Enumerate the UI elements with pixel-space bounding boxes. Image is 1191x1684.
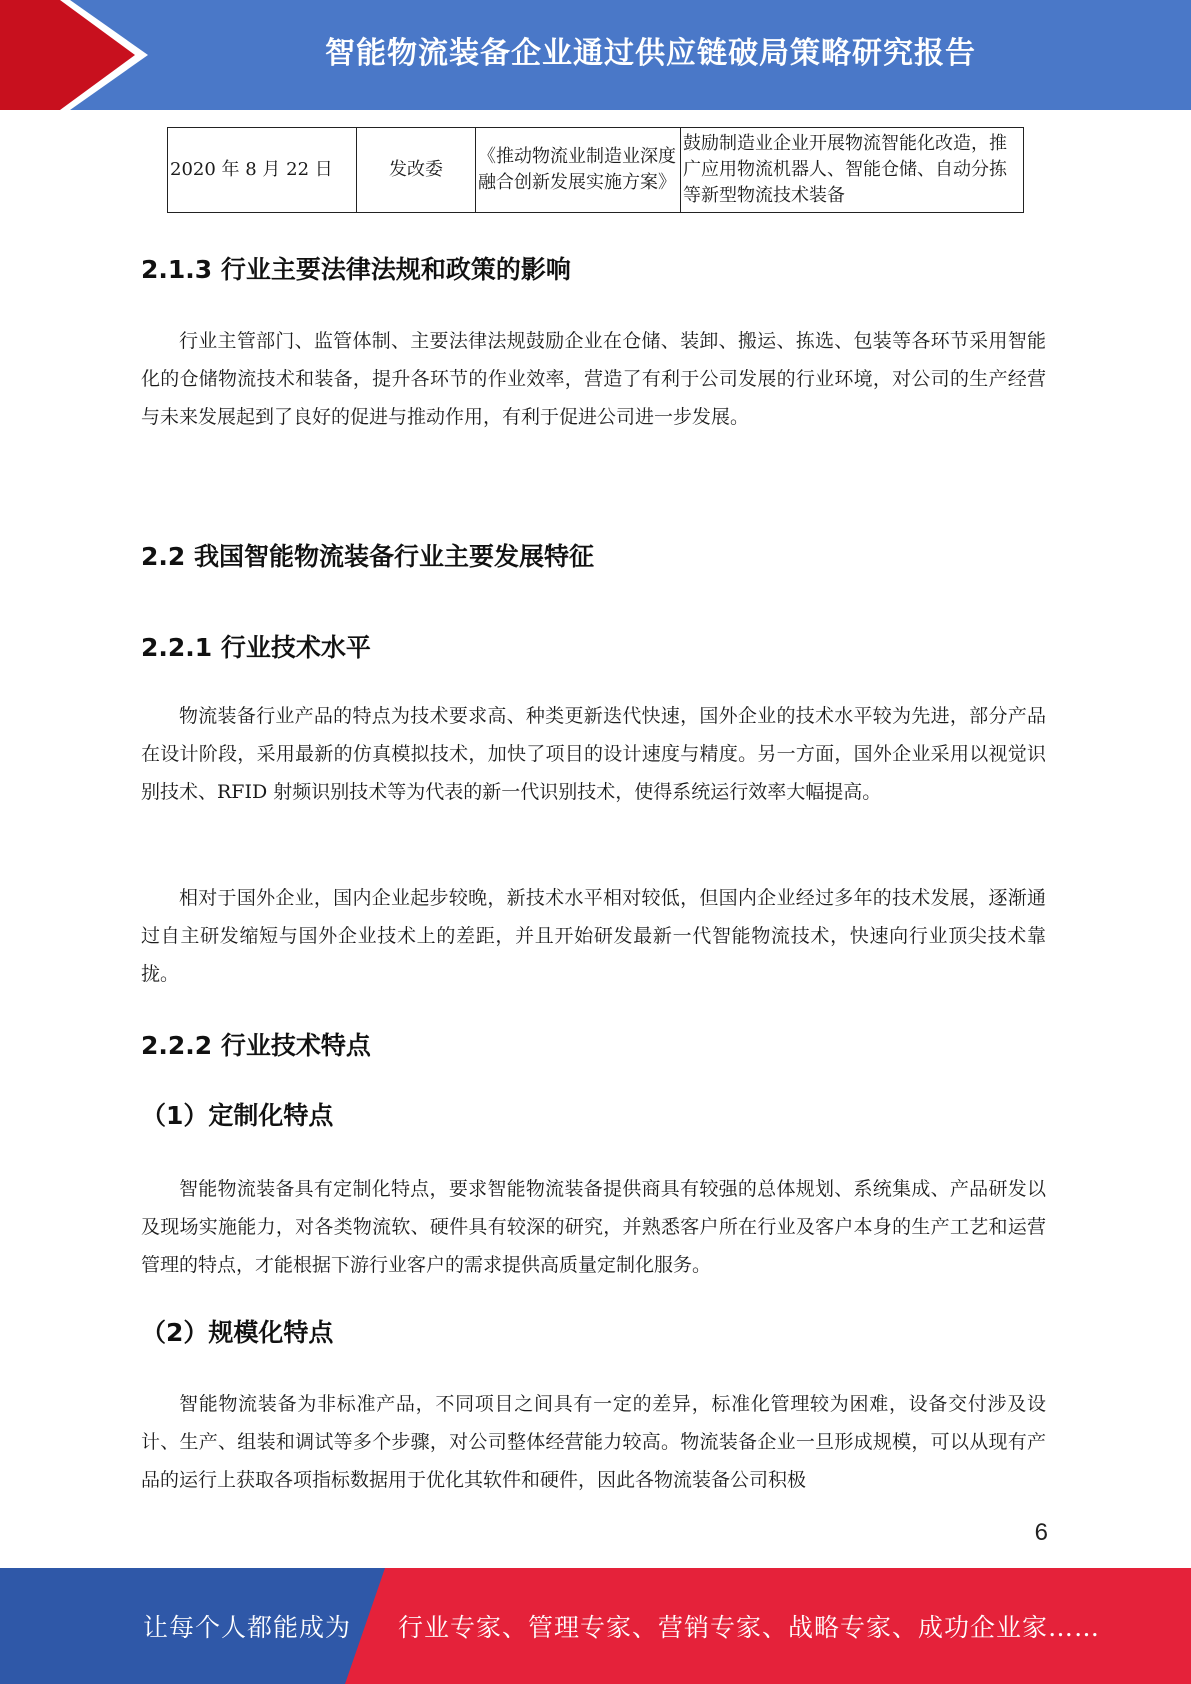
paragraph-customization: 智能物流装备具有定制化特点，要求智能物流装备提供商具有较强的总体规划、系统集成、产品研发以及现场实施能力，对各类物流软、硬件具有较深的研究，并熟悉客户所在行业及客户本身的生产工艺和运营管理的特点，才能根据下游行业客户的需求提供高质量定制化服务。 xyxy=(141,1178,1046,1276)
policy-table xyxy=(167,127,1024,213)
policy-document-cell: 《推动物流业制造业深度融合创新发展实施方案》 xyxy=(476,128,681,213)
section-heading-2-2-1: 2.2.1 行业技术水平 xyxy=(141,633,371,662)
header-banner xyxy=(0,0,1191,110)
section-heading-2-1-3: 2.1.3 行业主要法律法规和政策的影响 xyxy=(141,255,571,284)
section-heading-2-2: 2.2 我国智能物流装备行业主要发展特征 xyxy=(141,542,594,571)
paragraph-scale: 智能物流装备为非标准产品，不同项目之间具有一定的差异，标准化管理较为困难，设备交付涉及设计、生产、组装和调试等多个步骤，对公司整体经营能力较高。物流装备企业一旦形成规模，可以从现有产品的运行上获取各项指标数据用于优化其软件和硬件，因此各物流装备公司积极 xyxy=(141,1393,1046,1491)
paragraph-2-2-1-b: 相对于国外企业，国内企业起步较晚，新技术水平相对较低，但国内企业经过多年的技术发展，逐渐通过自主研发缩短与国外企业技术上的差距，并且开始研发最新一代智能物流技术，快速向行业顶尖技术靠拢。 xyxy=(141,887,1046,985)
section-heading-2-2-2: 2.2.2 行业技术特点 xyxy=(141,1031,371,1060)
table-row xyxy=(168,128,1024,213)
page-number: 6 xyxy=(1034,1519,1048,1546)
footer-banner xyxy=(0,1568,1191,1684)
header-arrow-graphic xyxy=(0,0,150,110)
paragraph-2-1-3: 行业主管部门、监管体制、主要法律法规鼓励企业在仓储、装卸、搬运、拣选、包装等各环节采用智能化的仓储物流技术和装备，提升各环节的作业效率，营造了有利于公司发展的行业环境，对公司的生产经营与未来发展起到了良好的促进与推动作用，有利于促进公司进一步发展。 xyxy=(141,330,1046,428)
subheading-scale: （2）规模化特点 xyxy=(141,1318,334,1347)
policy-content-cell: 鼓励制造业企业开展物流智能化改造，推广应用物流机器人、智能仓储、自动分拣等新型物流技术装备 xyxy=(681,128,1024,213)
footer-slogan-right: 行业专家、管理专家、营销专家、战略专家、成功企业家…… xyxy=(398,1613,1101,1642)
policy-agency-cell: 发改委 xyxy=(357,128,476,213)
policy-date-cell: 2020 年 8 月 22 日 xyxy=(168,128,357,213)
footer-slogan-left: 让每个人都能成为 xyxy=(143,1613,352,1642)
subheading-customization: （1）定制化特点 xyxy=(141,1101,334,1130)
paragraph-2-2-1-a: 物流装备行业产品的特点为技术要求高、种类更新迭代快速，国外企业的技术水平较为先进，部分产品在设计阶段，采用最新的仿真模拟技术，加快了项目的设计速度与精度。另一方面，国外企业采用以视觉识别技术、RFID 射频识别技术等为代表的新一代识别技术，使得系统运行效率大幅提高。 xyxy=(141,705,1046,803)
report-title: 智能物流装备企业通过供应链破局策略研究报告 xyxy=(325,36,976,71)
